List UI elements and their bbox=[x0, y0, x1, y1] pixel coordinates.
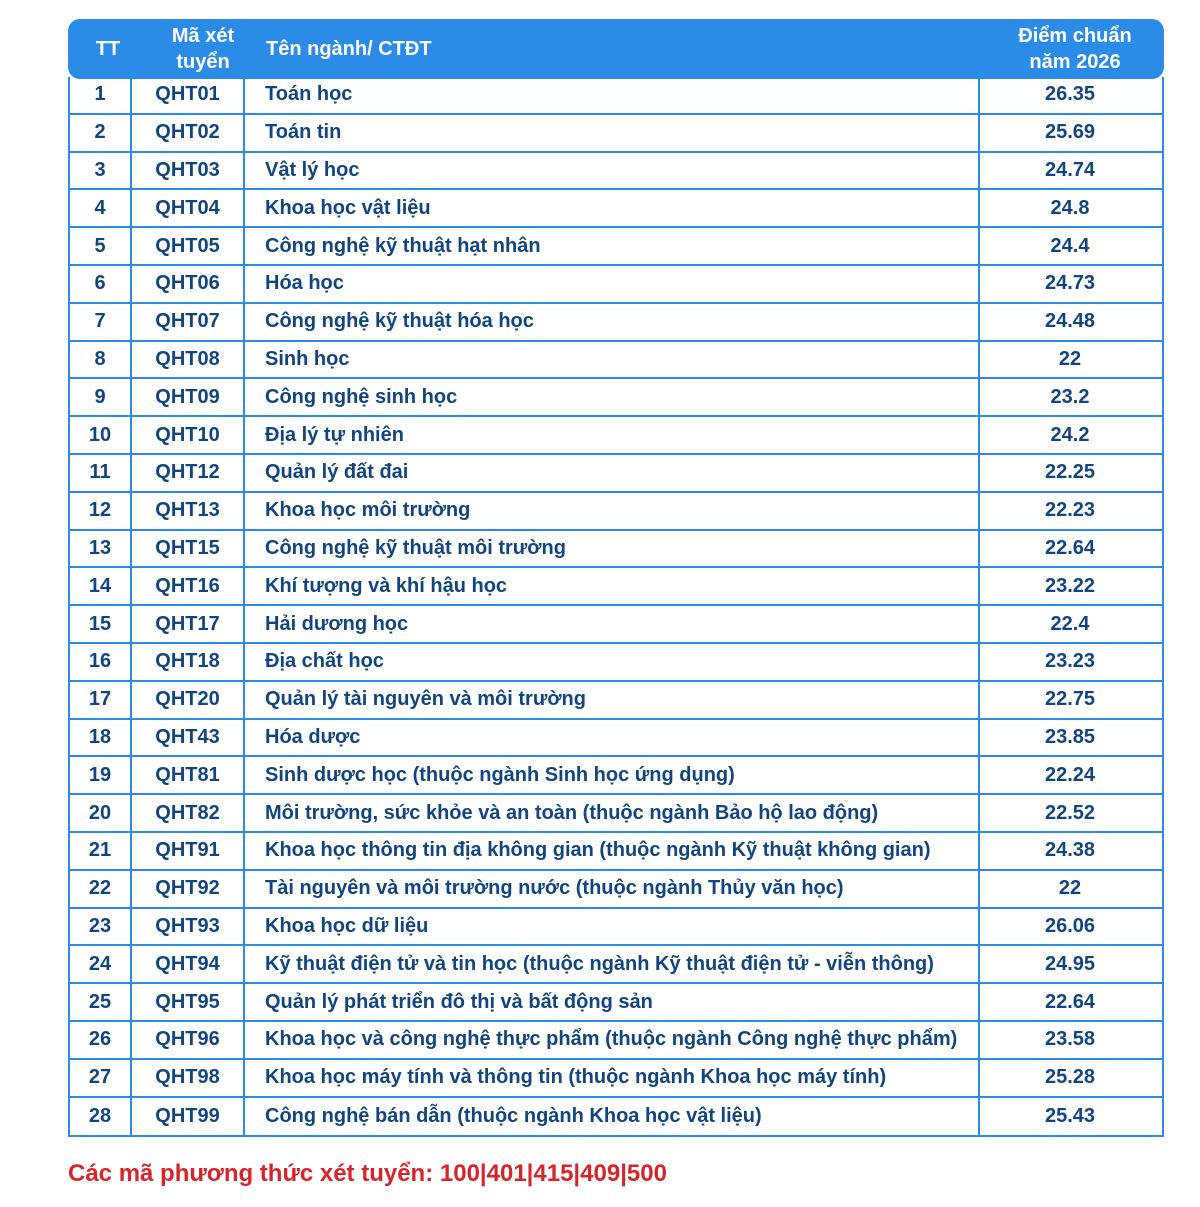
row-tt: 8 bbox=[70, 342, 132, 378]
row-score: 22.23 bbox=[1044, 499, 1096, 522]
table-row bbox=[70, 984, 1162, 1022]
row-name: Công nghệ kỹ thuật môi trường bbox=[245, 531, 980, 567]
row-name: Sinh dược học (thuộc ngành Sinh học ứng dụng) bbox=[245, 757, 980, 793]
row-code: QHT82 bbox=[132, 795, 245, 831]
row-tt: 14 bbox=[70, 568, 132, 604]
row-tt: 5 bbox=[70, 228, 132, 264]
header-score: Điểm chuẩn năm 2026 bbox=[1018, 25, 1132, 73]
row-code: QHT91 bbox=[132, 833, 245, 869]
row-score: 22.52 bbox=[1044, 801, 1096, 824]
row-name: Hóa học bbox=[245, 266, 980, 302]
row-tt: 17 bbox=[70, 682, 132, 718]
row-tt: 12 bbox=[70, 493, 132, 529]
row-code: QHT02 bbox=[132, 115, 245, 151]
row-tt: 21 bbox=[70, 833, 132, 869]
row-tt: 7 bbox=[70, 304, 132, 340]
row-code: QHT92 bbox=[132, 871, 245, 907]
row-name: Khí tượng và khí hậu học bbox=[245, 568, 980, 604]
table-row bbox=[70, 493, 1162, 531]
row-code: QHT94 bbox=[132, 946, 245, 982]
row-code: QHT01 bbox=[132, 77, 245, 113]
table-row bbox=[70, 1098, 1162, 1136]
table-row bbox=[70, 795, 1162, 833]
row-tt: 1 bbox=[70, 77, 132, 113]
row-name: Sinh học bbox=[245, 342, 980, 378]
table-header bbox=[68, 19, 1164, 79]
table-row bbox=[70, 417, 1162, 455]
table-row bbox=[70, 379, 1162, 417]
row-score: 24.48 bbox=[1044, 310, 1096, 333]
row-tt: 27 bbox=[70, 1060, 132, 1096]
row-score: 23.85 bbox=[1044, 725, 1096, 748]
row-score: 26.06 bbox=[1044, 914, 1096, 937]
table-row bbox=[70, 77, 1162, 115]
row-score: 24.73 bbox=[1044, 272, 1096, 295]
header-tt: TT bbox=[95, 38, 121, 60]
table-row bbox=[70, 455, 1162, 493]
row-tt: 3 bbox=[70, 153, 132, 189]
row-code: QHT05 bbox=[132, 228, 245, 264]
row-code: QHT17 bbox=[132, 606, 245, 642]
row-tt: 25 bbox=[70, 984, 132, 1020]
row-tt: 19 bbox=[70, 757, 132, 793]
row-code: QHT04 bbox=[132, 190, 245, 226]
row-name: Công nghệ sinh học bbox=[245, 379, 980, 415]
table-row bbox=[70, 115, 1162, 153]
row-name: Toán tin bbox=[245, 115, 980, 151]
row-code: QHT16 bbox=[132, 568, 245, 604]
row-code: QHT20 bbox=[132, 682, 245, 718]
row-tt: 22 bbox=[70, 871, 132, 907]
row-code: QHT07 bbox=[132, 304, 245, 340]
row-tt: 11 bbox=[70, 455, 132, 491]
table-row bbox=[70, 833, 1162, 871]
admission-methods-note: Các mã phương thức xét tuyển: 100|401|415|409|500 bbox=[68, 1160, 667, 1187]
row-name: Công nghệ kỹ thuật hạt nhân bbox=[245, 228, 980, 264]
row-tt: 18 bbox=[70, 720, 132, 756]
row-code: QHT03 bbox=[132, 153, 245, 189]
row-code: QHT81 bbox=[132, 757, 245, 793]
row-tt: 13 bbox=[70, 531, 132, 567]
row-score: 24.8 bbox=[1050, 196, 1090, 219]
row-name: Hóa dược bbox=[245, 720, 980, 756]
row-name: Toán học bbox=[245, 77, 980, 113]
row-tt: 24 bbox=[70, 946, 132, 982]
row-code: QHT15 bbox=[132, 531, 245, 567]
row-code: QHT98 bbox=[132, 1060, 245, 1096]
row-score: 26.35 bbox=[1044, 83, 1096, 106]
row-score: 22.64 bbox=[1044, 990, 1096, 1013]
row-tt: 15 bbox=[70, 606, 132, 642]
table-row bbox=[70, 568, 1162, 606]
table-row bbox=[70, 190, 1162, 228]
row-score: 22 bbox=[1058, 347, 1082, 370]
row-code: QHT18 bbox=[132, 644, 245, 680]
table-row bbox=[70, 682, 1162, 720]
table-body bbox=[68, 77, 1164, 1137]
table-row bbox=[70, 153, 1162, 191]
table-row bbox=[70, 1022, 1162, 1060]
row-tt: 6 bbox=[70, 266, 132, 302]
table-row bbox=[70, 871, 1162, 909]
row-code: QHT43 bbox=[132, 720, 245, 756]
row-score: 25.28 bbox=[1044, 1066, 1096, 1089]
row-score: 22.4 bbox=[1050, 612, 1090, 635]
row-code: QHT93 bbox=[132, 909, 245, 945]
row-code: QHT06 bbox=[132, 266, 245, 302]
row-name: Hải dương học bbox=[245, 606, 980, 642]
row-code: QHT95 bbox=[132, 984, 245, 1020]
row-score: 23.58 bbox=[1044, 1028, 1096, 1051]
row-score: 22.24 bbox=[1044, 763, 1096, 786]
table-row bbox=[70, 342, 1162, 380]
row-name: Vật lý học bbox=[245, 153, 980, 189]
row-score: 25.43 bbox=[1044, 1104, 1096, 1127]
table-row bbox=[70, 606, 1162, 644]
table-row bbox=[70, 531, 1162, 569]
row-tt: 2 bbox=[70, 115, 132, 151]
row-name: Tài nguyên và môi trường nước (thuộc ngành Thủy văn học) bbox=[245, 871, 980, 907]
table-row bbox=[70, 1060, 1162, 1098]
row-code: QHT09 bbox=[132, 379, 245, 415]
table-row bbox=[70, 757, 1162, 795]
table-row bbox=[70, 909, 1162, 947]
table-row bbox=[70, 720, 1162, 758]
row-code: QHT08 bbox=[132, 342, 245, 378]
table-row bbox=[70, 266, 1162, 304]
row-name: Quản lý tài nguyên và môi trường bbox=[245, 682, 980, 718]
row-name: Khoa học máy tính và thông tin (thuộc ngành Khoa học máy tính) bbox=[245, 1060, 980, 1096]
row-score: 24.38 bbox=[1044, 839, 1096, 862]
header-name: Tên ngành/ CTĐT bbox=[266, 38, 432, 60]
row-name: Khoa học dữ liệu bbox=[245, 909, 980, 945]
header-code: Mã xét tuyển bbox=[171, 25, 235, 73]
row-score: 23.23 bbox=[1044, 650, 1096, 673]
admission-score-table bbox=[68, 19, 1164, 1137]
row-tt: 28 bbox=[70, 1098, 132, 1136]
table-row bbox=[70, 304, 1162, 342]
row-score: 22.64 bbox=[1044, 536, 1096, 559]
row-score: 23.22 bbox=[1044, 574, 1096, 597]
row-name: Công nghệ bán dẫn (thuộc ngành Khoa học vật liệu) bbox=[245, 1098, 980, 1136]
row-code: QHT13 bbox=[132, 493, 245, 529]
row-score: 24.2 bbox=[1050, 423, 1090, 446]
row-tt: 23 bbox=[70, 909, 132, 945]
row-name: Kỹ thuật điện tử và tin học (thuộc ngành Kỹ thuật điện tử - viễn thông) bbox=[245, 946, 980, 982]
row-name: Khoa học thông tin địa không gian (thuộc ngành Kỹ thuật không gian) bbox=[245, 833, 980, 869]
row-tt: 9 bbox=[70, 379, 132, 415]
row-code: QHT96 bbox=[132, 1022, 245, 1058]
row-score: 24.95 bbox=[1044, 952, 1096, 975]
row-score: 22 bbox=[1058, 877, 1082, 900]
row-name: Khoa học môi trường bbox=[245, 493, 980, 529]
row-name: Địa chất học bbox=[245, 644, 980, 680]
row-tt: 10 bbox=[70, 417, 132, 453]
row-tt: 20 bbox=[70, 795, 132, 831]
table-row bbox=[70, 946, 1162, 984]
row-name: Khoa học vật liệu bbox=[245, 190, 980, 226]
row-score: 24.74 bbox=[1044, 158, 1096, 181]
row-tt: 26 bbox=[70, 1022, 132, 1058]
row-tt: 16 bbox=[70, 644, 132, 680]
row-score: 25.69 bbox=[1044, 121, 1096, 144]
row-name: Quản lý đất đai bbox=[245, 455, 980, 491]
row-code: QHT12 bbox=[132, 455, 245, 491]
row-name: Quản lý phát triển đô thị và bất động sản bbox=[245, 984, 980, 1020]
table-row bbox=[70, 228, 1162, 266]
row-name: Địa lý tự nhiên bbox=[245, 417, 980, 453]
row-name: Công nghệ kỹ thuật hóa học bbox=[245, 304, 980, 340]
table-row bbox=[70, 644, 1162, 682]
row-name: Môi trường, sức khỏe và an toàn (thuộc ngành Bảo hộ lao động) bbox=[245, 795, 980, 831]
row-code: QHT10 bbox=[132, 417, 245, 453]
row-score: 24.4 bbox=[1050, 234, 1090, 257]
row-score: 23.2 bbox=[1050, 385, 1090, 408]
row-code: QHT99 bbox=[132, 1098, 245, 1136]
row-tt: 4 bbox=[70, 190, 132, 226]
row-name: Khoa học và công nghệ thực phẩm (thuộc ngành Công nghệ thực phẩm) bbox=[245, 1022, 980, 1058]
row-score: 22.75 bbox=[1044, 688, 1096, 711]
row-score: 22.25 bbox=[1044, 461, 1096, 484]
